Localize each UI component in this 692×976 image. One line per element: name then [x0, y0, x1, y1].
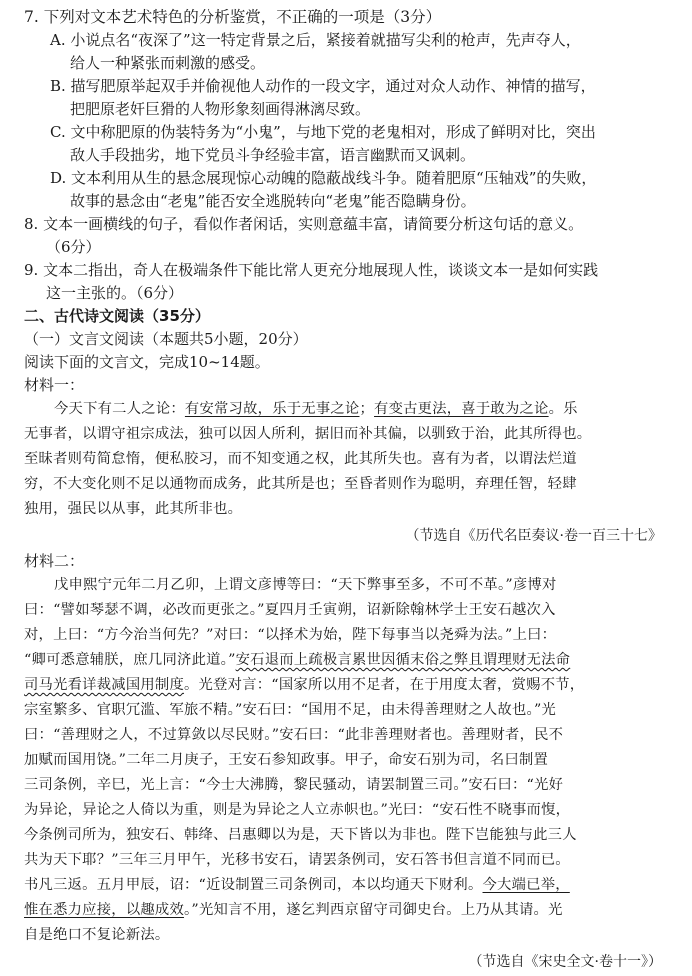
option-b-line1: B. 描写肥原举起双手并偷视他人动作的一段文字，通过对众人动作、神情的描写，	[50, 77, 596, 95]
option-b-line2: 把肥原老奸巨猾的人物形象刻画得淋漓尽致。	[70, 100, 371, 118]
question-8-line2: （6分）	[46, 238, 101, 256]
question-7-option-b	[24, 75, 674, 121]
option-c-line2: 敌人手段拙劣，地下党员斗争经验丰富，语言幽默而又讽刺。	[70, 146, 476, 164]
material-1-label: 材料一：	[24, 376, 85, 394]
material-2-source: （节选自《宋史全文·卷十一》）	[468, 954, 662, 970]
m1-underlined-2: 有变古更法，喜于敢为之论	[374, 401, 549, 417]
question-8	[24, 213, 674, 259]
question-7	[24, 6, 674, 213]
material-2-line	[24, 648, 674, 673]
option-a-line2: 给人一种紧张而刺激的感受。	[70, 54, 266, 72]
material-2	[24, 550, 674, 976]
m1-underlined-1: 有安常习故，乐于无事之论	[184, 401, 360, 417]
m2-l13-pre: 书凡三返。五月甲辰，诏：“近设制置三司条例司，本以均通天下财利。	[24, 877, 483, 893]
material-2-line	[24, 873, 674, 898]
m2-underlined-1: 今大端已举，	[482, 877, 570, 893]
m1-l1-pre: 今天下有二人之论：	[54, 401, 185, 417]
question-7-option-a	[24, 29, 674, 75]
material-1-line: 无事者，以谓守祖宗成法，独可以因人所利，据旧而补其偏，以驯致于治，此其所得也。	[24, 426, 592, 442]
question-7-option-d	[24, 167, 674, 213]
m2-l14-post: 。”光知言不用，遂乞判西京留守司御史台。上乃从其请。光	[184, 902, 563, 918]
option-d-line1: D. 文本利用从生的悬念展现惊心动魄的隐蔽战线斗争。随着肥原“压轴戏”的失败，	[50, 169, 597, 187]
material-2-line: 加赋而国用饶。”二年二月庚子，王安石参知政事。甲子，命安石别为司，名曰制置	[24, 752, 549, 768]
m2-l4-pre: “卿可悉意辅朕，庶几同济此道。”	[24, 652, 236, 668]
question-9	[24, 259, 674, 305]
m1-l1-post: 。乐	[548, 401, 578, 417]
material-1-source: （节选自《历代名臣奏议·卷一百三十七》	[405, 528, 662, 544]
material-2-line: 为异论，异论之人倚以为重，则是为异论之人立赤帜也。”光曰：“安石性不晓事而愎，	[24, 802, 571, 818]
material-1	[24, 374, 674, 550]
material-2-line	[24, 898, 674, 923]
m2-wavy-underlined-2: 司马光看详裁减国用制度	[24, 677, 185, 693]
question-8-line1: 8. 文本一画横线的句子，看似作者闲话，实则意蕴丰富，请简要分析这句话的意义。	[24, 215, 584, 233]
material-1-line	[24, 397, 674, 422]
material-2-label: 材料二：	[24, 552, 85, 570]
material-2-line: 三司条例，辛巳，光上言：“今士大沸腾，黎民骚动，请罢制置三司。”安石曰：“光好	[24, 777, 564, 793]
material-2-line: 宗室繁多、官职冗滥、军旅不精。”安石曰：“国用不足，由未得善理财之人故也。”光	[24, 702, 557, 718]
m1-l1-mid: ；	[359, 401, 375, 417]
material-2-line: 曰：“譬如琴瑟不调，必改而更张之。”夏四月壬寅朔，诏新除翰林学士王安石越次入	[24, 602, 556, 618]
question-7-stem: 7. 下列对文本艺术特色的分析鉴赏，不正确的一项是（3分）	[24, 8, 442, 26]
material-2-line: 自是绝口不复论新法。	[24, 927, 170, 943]
option-c-line1: C. 文中称肥原的伪装特务为“小鬼”，与地下党的老鬼相对，形成了鲜明对比，突出	[50, 123, 596, 141]
section-title: 二、古代诗文阅读（35分）	[24, 307, 210, 325]
option-d-line2: 故事的悬念由“老鬼”能否安全逃脱转向“老鬼”能否隐瞒身份。	[70, 192, 476, 210]
material-2-line: 共为天下耶？”三年三月甲午，光移书安石，请罢条例司，安石答书但言道不同而已。	[24, 852, 570, 868]
option-a-line1: A. 小说点名“夜深了”这一特定背景之后，紧接着就描写尖利的枪声，先声夺人，	[50, 31, 581, 49]
material-2-line: 对，上曰：“方今治当何先？”对曰：“以择术为始，陛下每事当以尧舜为法。”上曰：	[24, 627, 557, 643]
material-2-line	[24, 673, 674, 698]
question-9-line1: 9. 文本二指出，奇人在极端条件下能比常人更充分地展现人性，谈谈文本一是如何实践	[24, 261, 599, 279]
material-1-line: 独用，强民以从事，此其所非也。	[24, 501, 243, 517]
m2-wavy-underlined-1: 安石退而上疏极言累世因循末俗之弊且谓理财无法命	[235, 652, 571, 668]
material-2-line: 曰：“善理财之人，不过算敛以尽民财。”安石曰：“此非善理财者也。善理财者，民不	[24, 727, 564, 743]
material-1-line: 至昧者则苟简怠惰，便私胶习，而不知变通之权，此其所失也。喜有为者，以谓法烂道	[24, 451, 577, 467]
material-2-line: 今条例司所为，独安石、韩绛、吕惠卿以为是，天下皆以为非也。陛下岂能独与此三人	[24, 827, 577, 843]
section-instruction: 阅读下面的文言文，完成10~14题。	[24, 353, 270, 371]
question-7-option-c	[24, 121, 674, 167]
m2-l5-post: 。光登对言：“国家所以用不足者，在于用度太奢，赏赐不节，	[184, 677, 585, 693]
question-9-line2: 这一主张的。（6分）	[46, 284, 184, 302]
section-subtitle: （一）文言文阅读（本题共5小题，20分）	[24, 330, 308, 348]
material-2-line: 戊申熙宁元年二月乙卯，上谓文彦博等曰：“天下弊事至多，不可不革。”彦博对	[54, 577, 557, 593]
material-1-line: 穷，不大变化则不足以通物而成务，此其所是也；至昏者则作为聪明，弃理任智，轻肆	[24, 476, 577, 492]
m2-underlined-2: 惟在悉力应接，以趣成效	[24, 902, 185, 918]
